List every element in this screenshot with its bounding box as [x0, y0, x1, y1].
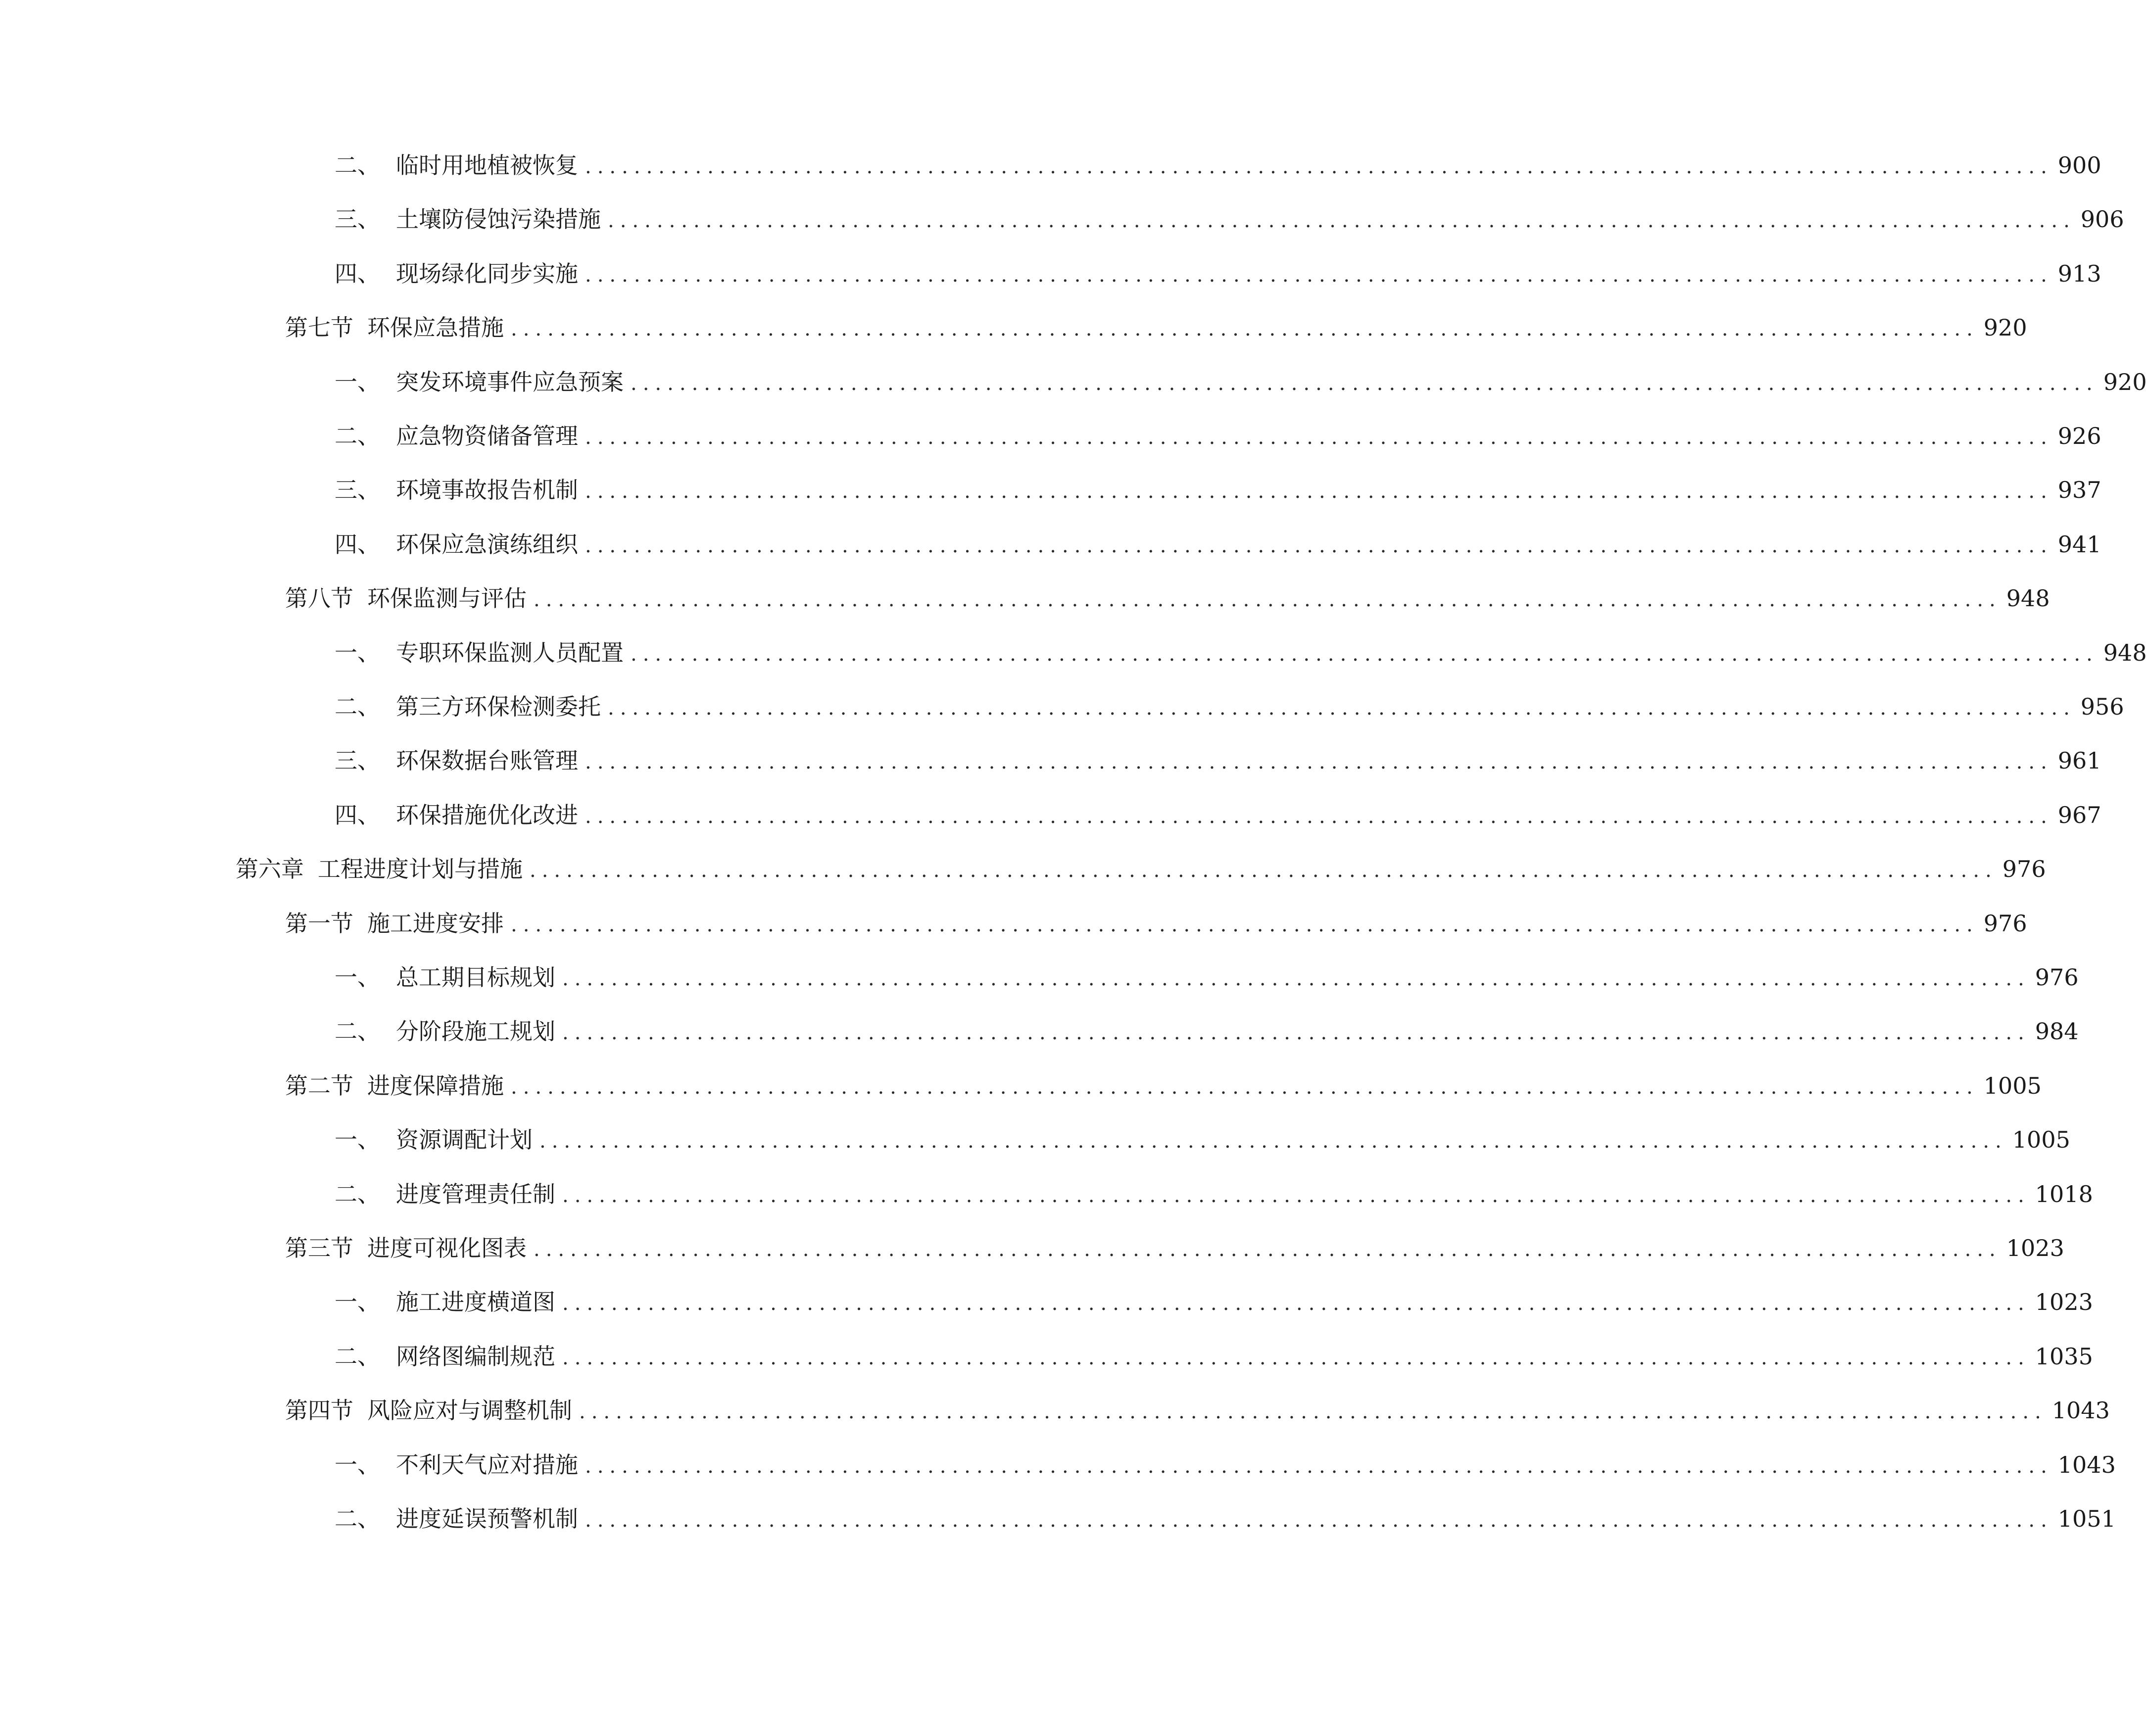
- toc-entry[interactable]: [335, 1125, 2070, 1155]
- toc-entry[interactable]: [335, 367, 2147, 397]
- toc-entry[interactable]: [335, 1342, 2093, 1371]
- toc-entry-number: 一、: [335, 369, 380, 395]
- toc-entry-title: 应急物资储备管理: [396, 423, 578, 449]
- toc-page-number: 941: [2057, 531, 2101, 558]
- toc-entry-title: 资源调配计划: [396, 1126, 533, 1153]
- toc-entry-number: 一、: [335, 1126, 380, 1153]
- toc-entry[interactable]: [335, 204, 2124, 234]
- toc-entry-number: 四、: [335, 802, 380, 828]
- toc-dot-leader: ........................................................................................................................: [562, 1184, 2030, 1207]
- toc-entry[interactable]: [285, 1233, 2064, 1263]
- toc-dot-leader: ........................................................................................................................: [631, 372, 2098, 395]
- toc-page-number: 1018: [2035, 1181, 2093, 1207]
- toc-page-number: 1051: [2057, 1505, 2116, 1532]
- toc-dot-leader: ........................................................................................................................: [562, 1347, 2030, 1369]
- toc-page-number: 984: [2035, 1018, 2079, 1045]
- toc-page-number: 937: [2057, 477, 2101, 503]
- toc-dot-leader: ........................................................................................................................: [585, 1455, 2053, 1478]
- toc-entry-number: 二、: [335, 1181, 380, 1207]
- toc-entry[interactable]: [335, 692, 2124, 722]
- toc-entry-title: 进度可视化图表: [367, 1235, 527, 1261]
- toc-entry-number: 三、: [335, 477, 380, 503]
- toc-entry-title: 进度保障措施: [367, 1072, 504, 1099]
- toc-entry-title: 施工进度安排: [367, 910, 504, 937]
- toc-entry-number: 二、: [335, 1343, 380, 1370]
- toc-entry-number: 一、: [335, 1451, 380, 1478]
- toc-entry-title: 风险应对与调整机制: [367, 1397, 572, 1424]
- toc-entry[interactable]: [335, 530, 2101, 559]
- toc-page-number: 948: [2006, 585, 2050, 612]
- toc-entry-number: 二、: [335, 1018, 380, 1045]
- toc-entry-title: 环保监测与评估: [367, 585, 527, 612]
- toc-page-number: 1023: [2006, 1235, 2064, 1261]
- toc-page-number: 976: [2035, 964, 2079, 991]
- toc-entry-title: 工程进度计划与措施: [318, 856, 523, 882]
- toc-entry-title: 施工进度横道图: [396, 1289, 555, 1315]
- toc-entry-title: 总工期目标规划: [396, 964, 555, 991]
- toc-entry-title: 临时用地植被恢复: [396, 152, 578, 179]
- toc-dot-leader: ........................................................................................................................: [585, 264, 2053, 287]
- toc-entry-title: 环保数据台账管理: [396, 747, 578, 774]
- toc-entry[interactable]: [335, 1287, 2093, 1317]
- toc-entry-number: 二、: [335, 693, 380, 720]
- toc-entry-title: 进度管理责任制: [396, 1181, 555, 1207]
- toc-dot-leader: ........................................................................................................................: [608, 209, 2076, 232]
- toc-entry[interactable]: [335, 1450, 2116, 1480]
- toc-entry-title: 环保措施优化改进: [396, 802, 578, 828]
- toc-entry-number: 第一节: [285, 910, 353, 937]
- toc-entry[interactable]: [335, 800, 2101, 830]
- toc-entry[interactable]: [335, 475, 2101, 505]
- toc-page-number: 920: [1983, 314, 2027, 341]
- toc-dot-leader: ........................................................................................................................: [585, 751, 2053, 773]
- toc-entry-title: 第三方环保检测委托: [396, 693, 601, 720]
- toc-page-number: 920: [2103, 369, 2147, 395]
- toc-dot-leader: ........................................................................................................................: [562, 967, 2030, 990]
- toc-entry[interactable]: [335, 1504, 2116, 1534]
- toc-dot-leader: ........................................................................................................................: [585, 805, 2053, 828]
- toc-dot-leader: ........................................................................................................................: [608, 697, 2076, 720]
- toc-entry[interactable]: [285, 583, 2050, 613]
- toc-page-number: 976: [2002, 856, 2046, 882]
- toc-entry-number: 二、: [335, 152, 380, 179]
- toc-entry-number: 四、: [335, 260, 380, 287]
- toc-dot-leader: ........................................................................................................................: [511, 318, 1979, 340]
- toc-dot-leader: ........................................................................................................................: [562, 1292, 2030, 1315]
- toc-dot-leader: ........................................................................................................................: [562, 1021, 2030, 1044]
- toc-entry[interactable]: [285, 313, 2027, 342]
- toc-page-number: 967: [2057, 802, 2101, 828]
- toc-entry-number: 三、: [335, 206, 380, 233]
- toc-dot-leader: ........................................................................................................................: [539, 1130, 2007, 1153]
- toc-page-number: 1005: [2012, 1126, 2070, 1153]
- toc-entry[interactable]: [236, 854, 2046, 884]
- toc-entry-title: 现场绿化同步实施: [396, 260, 578, 287]
- toc-page-number: 926: [2057, 423, 2101, 449]
- toc-dot-leader: ........................................................................................................................: [511, 914, 1979, 936]
- toc-page-number: 961: [2057, 747, 2101, 774]
- toc-entry[interactable]: [285, 909, 2027, 938]
- toc-page-number: 976: [1983, 910, 2027, 937]
- toc-entry-number: 一、: [335, 639, 380, 666]
- toc-entry-number: 第八节: [285, 585, 353, 612]
- toc-page-number: 956: [2080, 693, 2124, 720]
- toc-page-number: 906: [2080, 206, 2124, 233]
- toc-dot-leader: ........................................................................................................................: [534, 1238, 2001, 1261]
- toc-entry-number: 第六章: [236, 856, 304, 882]
- toc-entry-title: 进度延误预警机制: [396, 1505, 578, 1532]
- toc-entry[interactable]: [285, 1396, 2110, 1425]
- toc-dot-leader: ........................................................................................................................: [585, 1509, 2053, 1532]
- toc-entry-title: 分阶段施工规划: [396, 1018, 555, 1045]
- toc-dot-leader: ........................................................................................................................: [530, 859, 1998, 882]
- toc-dot-leader: ........................................................................................................................: [585, 155, 2053, 178]
- toc-dot-leader: ........................................................................................................................: [585, 534, 2053, 557]
- toc-dot-leader: ........................................................................................................................: [585, 480, 2053, 503]
- toc-entry-title: 土壤防侵蚀污染措施: [396, 206, 601, 233]
- toc-page-number: 900: [2057, 152, 2101, 179]
- toc-dot-leader: ........................................................................................................................: [511, 1076, 1979, 1099]
- toc-entry[interactable]: [285, 1071, 2042, 1101]
- toc-entry[interactable]: [335, 638, 2147, 668]
- toc-dot-leader: ........................................................................................................................: [631, 643, 2098, 666]
- toc-page-number: 1043: [2057, 1451, 2116, 1478]
- toc-entry[interactable]: [335, 1016, 2079, 1046]
- toc-entry[interactable]: [335, 963, 2079, 992]
- toc-entry-number: 一、: [335, 964, 380, 991]
- toc-page-number: 1035: [2035, 1343, 2093, 1370]
- toc-entry-number: 三、: [335, 747, 380, 774]
- toc-entry[interactable]: [335, 259, 2101, 289]
- toc-entry-title: 突发环境事件应急预案: [396, 369, 624, 395]
- toc-entry-title: 环境事故报告机制: [396, 477, 578, 503]
- toc-entry[interactable]: [335, 746, 2101, 775]
- toc-dot-leader: ........................................................................................................................: [585, 426, 2053, 449]
- toc-entry-number: 第七节: [285, 314, 353, 341]
- toc-entry-number: 第二节: [285, 1072, 353, 1099]
- toc-entry-title: 不利天气应对措施: [396, 1451, 578, 1478]
- toc-entry-title: 环保应急演练组织: [396, 531, 578, 558]
- toc-page-number: 948: [2103, 639, 2147, 666]
- toc-entry-number: 第四节: [285, 1397, 353, 1424]
- toc-page-number: 913: [2057, 260, 2101, 287]
- toc-dot-leader: ........................................................................................................................: [534, 588, 2001, 611]
- toc-entry-number: 四、: [335, 531, 380, 558]
- toc-page-number: 1043: [2051, 1397, 2110, 1424]
- toc-entry[interactable]: [335, 421, 2101, 451]
- toc-page-number: 1023: [2035, 1289, 2093, 1315]
- toc-entry[interactable]: [335, 1179, 2093, 1209]
- toc-dot-leader: ........................................................................................................................: [579, 1400, 2047, 1423]
- toc-entry-number: 二、: [335, 423, 380, 449]
- toc-entry-title: 网络图编制规范: [396, 1343, 555, 1370]
- toc-page-number: 1005: [1983, 1072, 2042, 1099]
- toc-entry-title: 环保应急措施: [367, 314, 504, 341]
- toc-entry[interactable]: [335, 150, 2101, 180]
- toc-entry-number: 一、: [335, 1289, 380, 1315]
- toc-entry-title: 专职环保监测人员配置: [396, 639, 624, 666]
- toc-entry-number: 第三节: [285, 1235, 353, 1261]
- toc-entry-number: 二、: [335, 1505, 380, 1532]
